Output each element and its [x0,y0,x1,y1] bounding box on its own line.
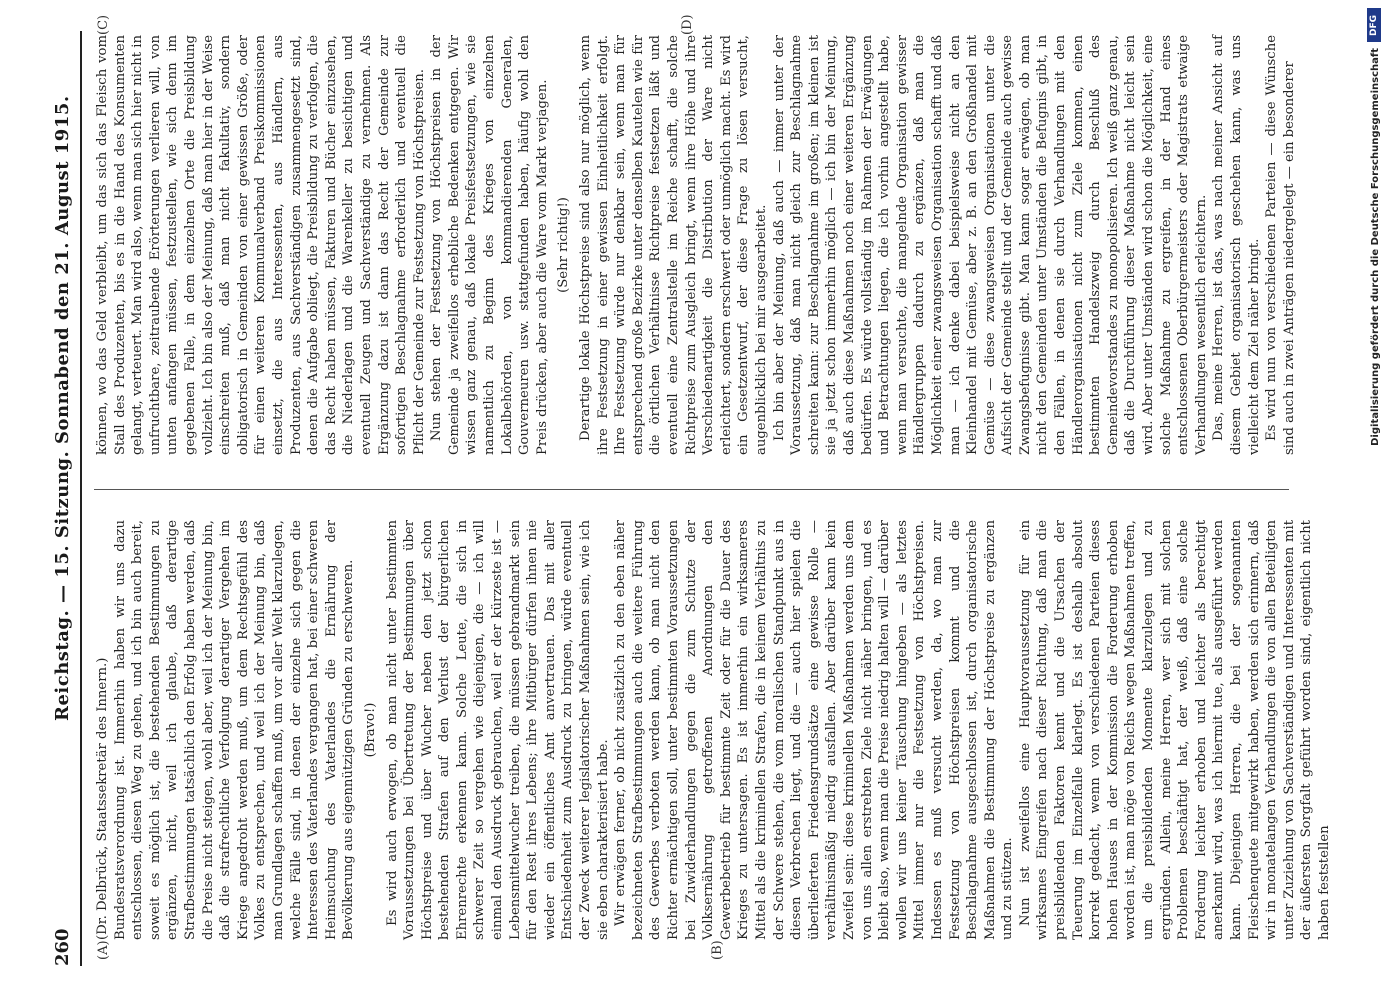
margin-marker-b: (B) [710,940,725,960]
margin-marker-c: (C) [96,14,111,35]
header-rule [80,31,82,966]
left-text-column [94,520,1334,940]
paragraph: Nun stehen der Festsetzung von Höchstpreisen in der Gemeinde ja zweifellos erhebliche Bedenken entgegen. Wir wissen ganz genau, daß lokale Preisfestsetzungen, wie sie namentlich zu Beginn des Krieges von einzelnen Lokalbehörden, von kommandierenden Generalen, Gouverneuren usw. stattgefunden haben, häufig wohl den Preis drücken, aber auch die Ware vom Markt verjagen. [429,35,550,455]
header-title: Reichstag. — 15. Sitzung. Sonnabend den 21. August 1915. [52,95,73,721]
speaker-line: (Dr. Delbrück, Staatssekretär des Innern.) [95,657,110,940]
paragraph: können, wo das Geld verbleibt, um das sich das Fleisch vom Stall des Produzenten, bis es in die Hand des Konsumenten gelangt, verteuert. Man wird also, wenn man sich hier nicht in unfruchtbare, zeitraubende Erörterungen verlieren will, von unten anfangen müssen, festzustellen, wie sich denn im gegebenen Falle, in dem einzelnen Orte die Preisbildung vollzieht. Ich bin also der Meinung, daß man hier in der Weise einschreiten muß, daß man nicht fakultativ, sondern obligatorisch in Gemeinden von einer gewissen Größe, oder für einen weiteren Kommunalverband Preiskommissionen einsetzt, die aus Interessenten, aus Händlern, aus Produzenten, aus Sachverständigen zusammengesetzt sind, denen die Aufgabe obliegt, die Preisbildung zu verfolgen, die das Recht haben müssen, Fakturen und Bücher einzusehen, die Niederlagen und die Warenkeller zu besichtigen und eventuell Zeugen und Sachverständige zu vernehmen. Als Ergänzung dazu ist dann das Recht der Gemeinde zur sofortigen Beschlagnahme erforderlich und eventuell die Pflicht der Gemeinde zur Festsetzung von Höchstpreisen. [95,35,427,455]
margin-marker-a: (A) [96,940,111,960]
digitization-strip [1363,0,1383,1000]
paragraph: Derartige lokale Höchstpreise sind also nur möglich, wenn ihre Festsetzung in einer gewissen Einheitlichkeit erfolgt. Ihre Festsetzung würde nur denkbar sein, wenn man für entsprechend große Bezirke unter denselben Kautelen wie für die örtlichen Verhältnisse Richtpreise festsetzen läßt und eventuell eine Zentralstelle im Reiche schafft, die solche Richtpreise zum Ausgleich bringt, wenn ihre Höhe und ihre Verschiedenartigkeit die Distribution der Ware nicht erleichtert, sondern erschwert oder unmöglich macht. Es wird ein Gesetzentwurf, der diese Frage zu lösen versucht, augenblicklich bei mir ausgearbeitet. [578,35,769,455]
digitization-notice: Digitalisierung gefördert durch die Deutsche Forschungsgemeinschaft [1370,48,1381,446]
paragraph: Es wird auch erwogen, ob man nicht unter bestimmten Voraussetzungen bei Übertretung der Bestimmungen über Höchstpreise und über Wucher neben den jetzt schon bestehenden Strafen auf den Verlust der bürgerlichen Ehrenrechte erkennen kann. Solche Leute, die sich in schwerer Zeit so vergehen wie diejenigen, die — ich will einmal den Ausdruck gebrauchen, weil er der kürzeste ist — Lebensmittelwucher treiben, die müssen gebrandmarkt sein für den Rest ihres Lebens; ihre Mitbürger dürfen ihnen nie wieder ein öffentliches Amt anvertrauen. Das mit aller Entschiedenheit zum Ausdruck zu bringen, würde eventuell der Zweck weiterer legislatorischer Maßnahmen sein, wie ich sie eben charakterisiert habe. [384,520,611,940]
right-text-column [94,35,1298,455]
running-header [52,31,76,966]
paragraph: Wir erwägen ferner, ob nicht zusätzlich zu den eben näher bezeichneten Strafbestimmungen auch die weitere Führung des Gewerbes verboten werden kann, ob man nicht den Richter ermächtigen soll, unter bestimmten Voraussetzungen bei Zuwiderhandlungen gegen die zum Schutze der Volksernährung getroffenen Anordnungen den Gewerbebetrieb für bestimmte Zeit oder für die Dauer des Krieges zu untersagen. Es ist immerhin ein wirksameres Mittel als die kriminellen Strafen, die in keinem Verhältnis zu der Schwere stehen, die vom moralischen Standpunkt aus in diesen Verbrechen liegt, und die — auch hier spielen die überlieferten Friedensgrundsätze eine gewisse Rolle — verhältnismäßig niedrig ausfallen. Aber darüber kann kein Zweifel sein: diese kriminellen Maßnahmen werden uns dem von uns allen erstrebten Ziele nicht näher bringen, und es bleibt also, wenn man die Preise niedrig halten will — darüber wollen wir uns keiner Täuschung hingeben — als letztes Mittel immer nur die Festsetzung von Höchstpreisen. Indessen es muß versucht werden, da, wo man zur Festsetzung von Höchstpreisen kommt und die Beschlagnahme ausgeschlossen ist, durch organisatorische Maßnahmen die Bestimmung der Höchstpreise zu ergänzen und zu stützen. [613,520,1016,940]
paragraph: Das, meine Herren, ist das, was nach meiner Ansicht auf diesem Gebiet organisatorisch geschehen kann, was uns vielleicht dem Ziel näher bringt. [1211,35,1262,455]
paragraph: Nun ist zweifellos eine Hauptvoraussetzung für ein wirksames Eingreifen nach dieser Richtung, daß man die preisbildenden Faktoren kennt und die Ursachen der Teuerung im Einzelfalle klarlegt. Es ist deshalb absolut korrekt gedacht, wenn von verschiedenen Parteien dieses hohen Hauses in der Kommission die Forderung erhoben worden ist, man möge von Reichs wegen Maßnahmen treffen, um die preisbildenden Momente klarzulegen und zu ergründen. Allein, meine Herren, wer sich mit solchen Problemen beschäftigt hat, der weiß, daß eine solche Forderung leichter erhoben und leichter als berechtigt anerkannt wird, was ich hiermit tue, als ausgeführt werden kann. Diejenigen Herren, die bei der sogenannten Fleischenquete mitgewirkt haben, werden sich erinnern, daß wir in monatelangen Verhandlungen die von allen Beteiligten unter Zuziehung von Sachverständigen und Interessenten mit der äußersten Sorgfalt geführt worden sind, eigentlich nicht haben feststellen [1017,520,1332,940]
paragraph: Es wird nun von verschiedenen Parteien — diese Wünsche sind auch in zwei Anträgen niedergelegt — ein besonderer [1264,35,1297,455]
page-number: 260 [52,928,73,966]
interjection: (Sehr richtig!) [556,197,572,293]
margin-marker-d: (D) [680,14,695,35]
dfg-logo-icon: DFG [1367,8,1381,42]
paragraph: Ich bin aber der Meinung, daß auch — immer unter der Voraussetzung, daß man nicht gleich zur Beschlagnahme schreiten kann: zur Beschlagnahme im großen; im kleinen ist sie ja jetzt schon immerhin möglich — ich bin der Meinung, daß auch diese Maßnahmen noch einer weiteren Ergänzung bedürfen. Es würde vollständig im Rahmen der Erwägungen und Betrachtungen liegen, die ich vorhin angestellt habe, wenn man versuchte, die mangelnde Organisation gewisser Händlergruppen dadurch zu ergänzen, daß man die Möglichkeit einer zwangsweisen Organisation schafft und daß man — ich denke dabei beispielsweise nicht an den Kleinhandel mit Gemüse, aber z. B. an den Großhandel mit Gemüse — diese zwangsweisen Organisationen unter die Aufsicht der Gemeinde stellt und der Gemeinde auch gewisse Zwangsbefugnisse gibt. Man kann sogar erwägen, ob man nicht den Gemeinden unter Umständen die Befugnis gibt, in den Fällen, in denen sie durch Verhandlungen mit den Händlerorganisationen nicht zum Ziele kommen, einen bestimmten Handelszweig durch Beschluß des Gemeindevorstandes zu monopolisieren. Ich weiß ganz genau, daß die Durchführung dieser Maßnahme nicht leicht sein wird. Aber unter Umständen wird schon die Möglichkeit, eine solche Maßnahme zu ergreifen, in der Hand eines entschlossenen Oberbürgermeisters oder Magistrats etwaige Verhandlungen wesentlich erleichtern. [771,35,1209,455]
column-divider [94,489,1289,490]
paragraph: Bundesratsverordnung ist. Immerhin haben wir uns dazu entschlossen, diesen Weg zu gehen, und ich bin auch bereit, soweit es möglich ist, die bestehenden Bestimmungen zu ergänzen, nicht, weil ich glaube, daß derartige Strafbestimmungen tatsächlich den Erfolg haben werden, daß die Preise nicht steigen, wohl aber, weil ich der Meinung bin, daß die strafrechtliche Verfolgung derartiger Vergehen im Kriege angedroht werden muß, um dem Rechtsgefühl des Volkes zu entsprechen, und weil ich der Meinung bin, daß man Grundlagen schaffen muß, um vor aller Welt klarzulegen, welche Fälle sind, in denen der einzelne sich gegen die Interessen des Vaterlandes vergangen hat, bei einer schweren Heimsuchung des Vaterlandes die Ernährung der Bevölkerung aus eigennützigen Gründen zu erschweren. [112,520,357,940]
interjection: (Bravo!) [362,702,378,758]
